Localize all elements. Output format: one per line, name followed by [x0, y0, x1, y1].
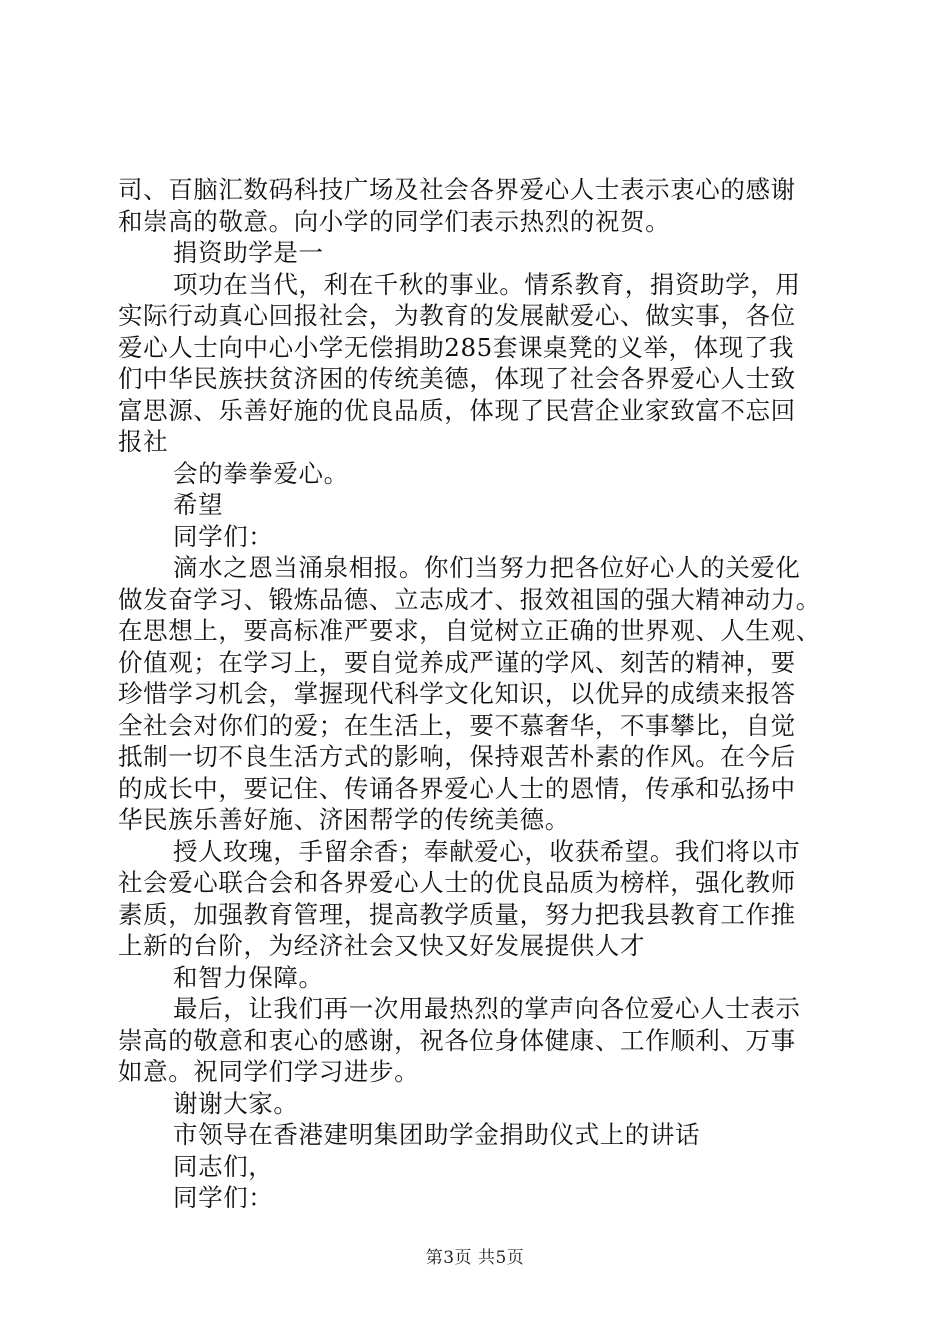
text-line: 会的拳拳爱心。: [173, 458, 349, 488]
text-line: 价值观；在学习上，要自觉养成严谨的学风、刻苦的精神，要: [118, 647, 796, 677]
document-body: [118, 174, 838, 1214]
text-line: 授人玫瑰，手留余香；奉献爱心，收获希望。我们将以市: [173, 836, 801, 866]
text-line: 崇高的敬意和衷心的感谢，祝各位身体健康、工作顺利、万事: [118, 1025, 796, 1055]
text-line: 捐资助学是一: [173, 238, 324, 267]
text-line: 谢谢大家。: [173, 1088, 299, 1118]
text-line: 上新的台阶，为经济社会又快又好发展提供人才: [118, 931, 646, 960]
text-line: 的成长中，要记住、传诵各界爱心人士的恩情，传承和弘扬中: [118, 773, 796, 803]
text-line: 如意。祝同学们学习进步。: [118, 1057, 420, 1086]
text-line: 最后，让我们再一次用最热烈的掌声向各位爱心人士表示: [173, 994, 801, 1023]
text-line: 和智力保障。: [173, 962, 324, 992]
text-line: 和崇高的敬意。向小学的同学们表示热烈的祝贺。: [118, 206, 671, 236]
text-line: 做发奋学习、锻炼品德、立志成才、报效祖国的强大精神动力。: [118, 584, 821, 614]
text-line: 项功在当代，利在千秋的事业。情系教育，捐资助学，用: [173, 269, 801, 299]
text-line: 滴水之恩当涌泉相报。你们当努力把各位好心人的关爱化: [173, 553, 801, 582]
text-line: 全社会对你们的爱；在生活上，要不慕奢华，不事攀比，自觉: [118, 710, 796, 740]
text-line: 希望: [173, 490, 224, 519]
text-line: 同学们：: [173, 521, 274, 551]
text-line: 同志们，: [173, 1151, 274, 1181]
text-line: 市领导在香港建明集团助学金捐助仪式上的讲话: [173, 1120, 701, 1149]
text-line: 报社: [118, 427, 169, 456]
text-line: 华民族乐善好施、济困帮学的传统美德。: [118, 805, 570, 834]
text-line: 实际行动真心回报社会，为教育的发展献爱心、做实事，各位: [118, 301, 796, 330]
text-line: 素质，加强教育管理，提高教学质量，努力把我县教育工作推: [118, 899, 796, 929]
text-line: 在思想上，要高标准严要求，自觉树立正确的世界观、人生观、: [118, 616, 821, 645]
text-line: 抵制一切不良生活方式的影响，保持艰苦朴素的作风。在今后: [118, 742, 796, 771]
text-line: 同学们：: [173, 1183, 274, 1212]
text-line: 富思源、乐善好施的优良品质，体现了民营企业家致富不忘回: [118, 395, 796, 425]
text-line: 社会爱心联合会和各界爱心人士的优良品质为榜样，强化教师: [118, 868, 796, 897]
text-line: 爱心人士向中心小学无偿捐助285套课桌凳的义举，体现了我: [118, 332, 795, 362]
text-line: 司、百脑汇数码科技广场及社会各界爱心人士表示衷心的感谢: [118, 175, 796, 204]
text-line: 珍惜学习机会，掌握现代科学文化知识，以优异的成绩来报答: [118, 679, 796, 708]
page-number-footer: 第3页 共5页: [425, 1248, 525, 1268]
text-line: 们中华民族扶贫济困的传统美德，体现了社会各界爱心人士致: [118, 364, 796, 393]
